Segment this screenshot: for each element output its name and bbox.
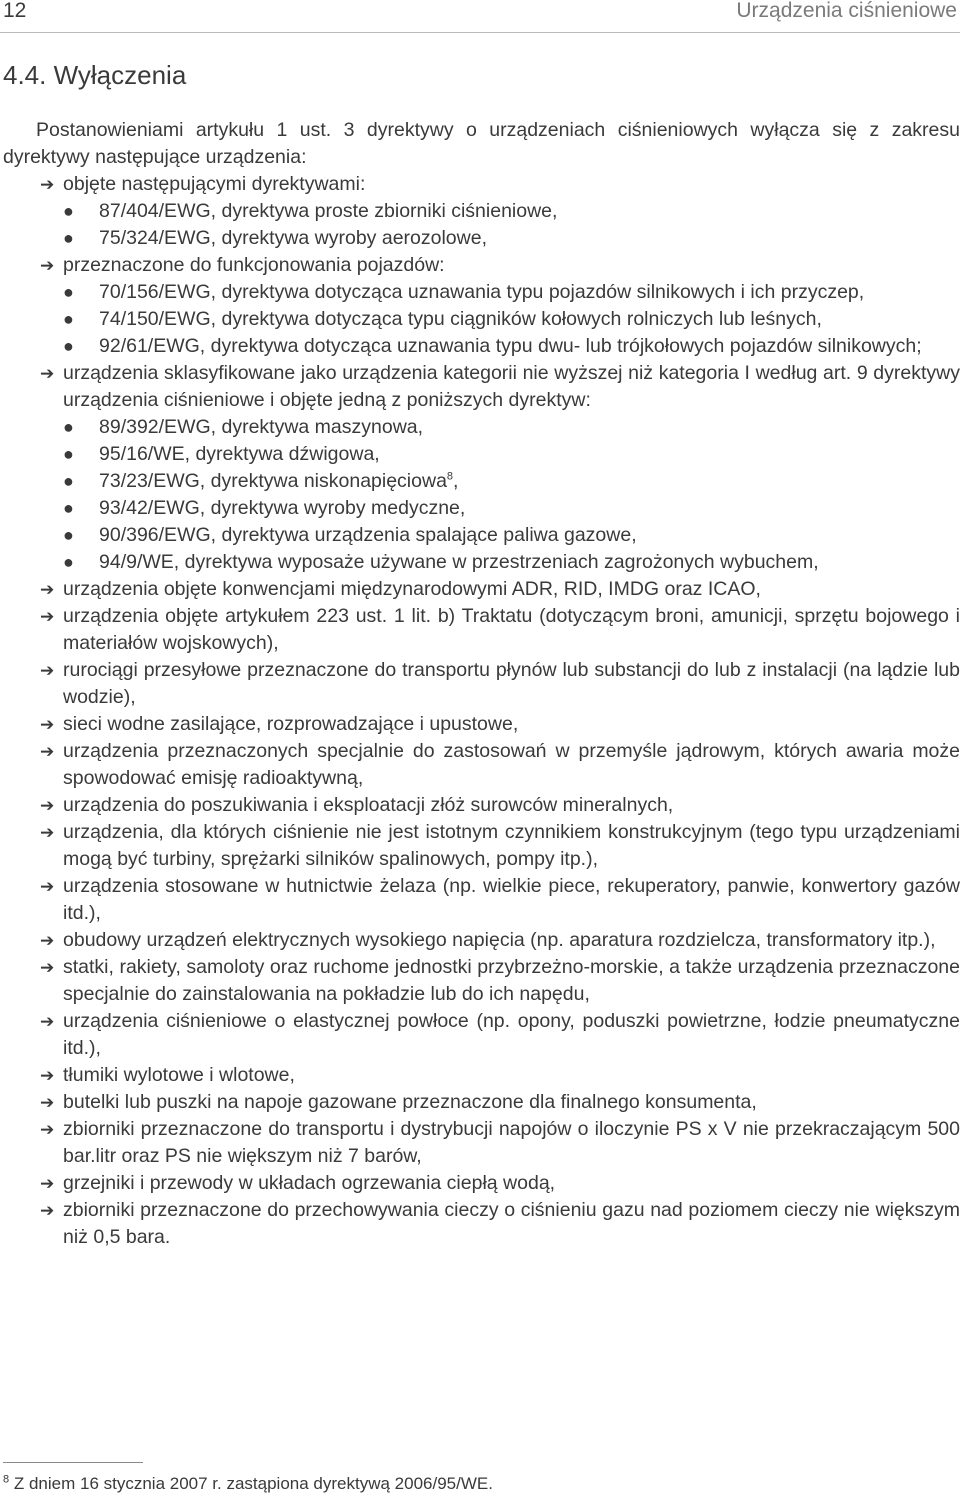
arrow-right-icon: ➔	[40, 877, 55, 896]
page-header	[0, 0, 960, 33]
bullet-icon: ●	[63, 309, 74, 329]
sub-list-item: ● 93/42/EWG, dyrektywa wyroby medyczne,	[0, 495, 960, 522]
arrow-right-icon: ➔	[40, 1012, 55, 1031]
list-item: ➔ urządzenia, dla których ciśnienie nie jest istotnym czynnikiem konstrukcyjnym (tego typu urządzeniami mogą być turbiny, sprężarki silników spalinowych, pompy itp.),	[40, 821, 960, 870]
arrow-right-icon: ➔	[40, 364, 55, 383]
list-item: ➔ urządzenia objęte konwencjami międzynarodowymi ADR, RID, IMDG oraz ICAO,	[0, 576, 960, 603]
arrow-right-icon: ➔	[40, 175, 55, 194]
list-item: ➔ urządzenia ciśnieniowe o elastycznej powłoce (np. opony, poduszki powietrzne, łodzie pneumatyczne itd.),	[40, 1010, 960, 1059]
arrow-right-icon: ➔	[40, 715, 55, 734]
arrow-right-icon: ➔	[40, 958, 55, 977]
list-item: ➔ urządzenia przeznaczonych specjalnie do zastosowań w przemyśle jądrowym, których awaria może spowodować emisję radioaktywną,	[40, 740, 960, 789]
sub-list-item: ● 74/150/EWG, dyrektywa dotycząca typu ciągników kołowych rolniczych lub leśnych,	[0, 306, 960, 333]
bullet-icon: ●	[63, 282, 74, 302]
bullet-icon: ●	[63, 201, 74, 221]
arrow-right-icon: ➔	[40, 742, 55, 761]
list-item: ➔ urządzenia sklasyfikowane jako urządzenia kategorii nie wyższej niż kategoria I według art. 9 dyrektywy urządzenia ciśnieniowe i objęte jedną z poniższych dyrektyw:	[40, 362, 960, 411]
list-item: ➔ zbiorniki przeznaczone do przechowywania cieczy o ciśnieniu gazu nad poziomem cieczy nie większym niż 0,5 bara.	[40, 1199, 960, 1248]
arrow-right-icon: ➔	[40, 931, 55, 950]
list-item: ➔ butelki lub puszki na napoje gazowane przeznaczone dla finalnego konsumenta,	[0, 1089, 960, 1116]
bullet-icon: ●	[63, 336, 74, 356]
bullet-icon: ●	[63, 525, 74, 545]
list-item: ➔ zbiorniki przeznaczone do transportu i dystrybucji napojów o iloczynie PS x V nie przekraczającym 500 bar.litr oraz PS nie większym niż 7 barów,	[40, 1118, 960, 1167]
bullet-icon: ●	[63, 471, 74, 491]
list-item: ➔ urządzenia do poszukiwania i eksploatacji złóż surowców mineralnych,	[0, 792, 960, 819]
list-item: ➔ urządzenia objęte artykułem 223 ust. 1 lit. b) Traktatu (dotyczącym broni, amunicji, sprzętu bojowego i materiałów wojskowych),	[40, 605, 960, 654]
footnote	[3, 1474, 493, 1494]
sub-list-item: ● 75/324/EWG, dyrektywa wyroby aerozolowe,	[0, 225, 960, 252]
sub-list-item: ● 89/392/EWG, dyrektywa maszynowa,	[0, 414, 960, 441]
list-item: ➔ rurociągi przesyłowe przeznaczone do transportu płynów lub substancji do lub z instalacji (na lądzie lub wodzie),	[40, 659, 960, 708]
arrow-right-icon: ➔	[40, 823, 55, 842]
arrow-right-icon: ➔	[40, 1201, 55, 1220]
footnote-text: Z dniem 16 stycznia 2007 r. zastąpiona dyrektywą 2006/95/WE.	[13, 1474, 493, 1493]
arrow-right-icon: ➔	[40, 580, 55, 599]
running-title: Urządzenia ciśnieniowe	[736, 0, 957, 22]
list-item: ➔ objęte następującymi dyrektywami:	[0, 171, 960, 198]
page-number: 12	[3, 0, 27, 22]
intro-paragraph	[0, 117, 960, 171]
bullet-icon: ●	[63, 417, 74, 437]
sub-list-item: ● 90/396/EWG, dyrektywa urządzenia spalające paliwa gazowe,	[0, 522, 960, 549]
intro-text: Postanowieniami artykułu 1 ust. 3 dyrektywy o urządzeniach ciśnieniowych wyłącza się z zakresu dyrektywy następujące urządzenia:	[3, 119, 960, 168]
exclusions-list	[0, 171, 960, 1251]
sub-list-item: ● 95/16/WE, dyrektywa dźwigowa,	[0, 441, 960, 468]
list-item: ➔ grzejniki i przewody w układach ogrzewania ciepłą wodą,	[0, 1170, 960, 1197]
bullet-icon: ●	[63, 552, 74, 572]
sub-list-item: ● 94/9/WE, dyrektywa wyposaże używane w przestrzeniach zagrożonych wybuchem,	[0, 549, 960, 576]
arrow-right-icon: ➔	[40, 607, 55, 626]
bullet-icon: ●	[63, 444, 74, 464]
arrow-right-icon: ➔	[40, 661, 55, 680]
arrow-right-icon: ➔	[40, 1120, 55, 1139]
list-item: ➔ sieci wodne zasilające, rozprowadzające i upustowe,	[0, 711, 960, 738]
sub-list-item: ● 70/156/EWG, dyrektywa dotycząca uznawania typu pojazdów silnikowych i ich przyczep,	[0, 279, 960, 306]
sub-list-item: ● 73/23/EWG, dyrektywa niskonapięciowa$^8$,	[0, 468, 960, 495]
sub-list-item: ● 92/61/EWG, dyrektywa dotycząca uznawania typu dwu- lub trójkołowych pojazdów silnikowych;	[0, 333, 960, 360]
footnote-divider	[3, 1462, 143, 1463]
bullet-icon: ●	[63, 228, 74, 248]
bullet-icon: ●	[63, 498, 74, 518]
list-item: ➔ obudowy urządzeń elektrycznych wysokiego napięcia (np. aparatura rozdzielcza, transformatory itp.),	[0, 927, 960, 954]
arrow-right-icon: ➔	[40, 1093, 55, 1112]
footnote-ref: 8	[446, 470, 454, 483]
arrow-right-icon: ➔	[40, 796, 55, 815]
sub-list-item: ● 87/404/EWG, dyrektywa proste zbiorniki ciśnieniowe,	[0, 198, 960, 225]
list-item: ➔ przeznaczone do funkcjonowania pojazdów:	[0, 252, 960, 279]
section-title: 4.4. Wyłączenia	[3, 60, 187, 90]
exclusions-content	[0, 117, 960, 1251]
footnote-marker: 8	[3, 1473, 10, 1486]
arrow-right-icon: ➔	[40, 256, 55, 275]
list-item: ➔ urządzenia stosowane w hutnictwie żelaza (np. wielkie piece, rekuperatory, panwie, konwertory gazów itd.),	[40, 875, 960, 924]
arrow-right-icon: ➔	[40, 1174, 55, 1193]
list-item: ➔ tłumiki wylotowe i wlotowe,	[0, 1062, 960, 1089]
arrow-right-icon: ➔	[40, 1066, 55, 1085]
list-item: ➔ statki, rakiety, samoloty oraz ruchome jednostki przybrzeżno-morskie, a także urządzenia przeznaczone specjalnie do zainstalowania na pokładzie lub do ich napędu,	[40, 956, 960, 1005]
